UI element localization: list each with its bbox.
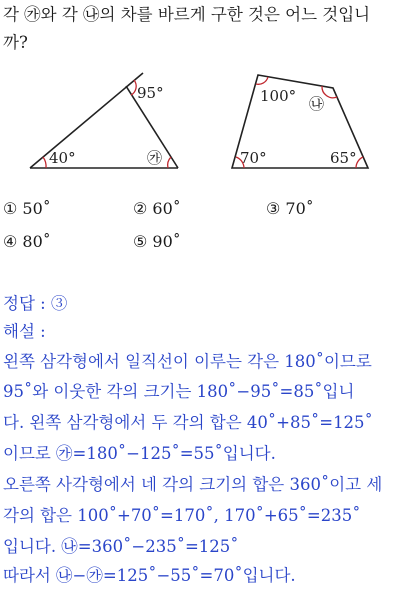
choice-2[interactable]: ② 60˚ xyxy=(133,199,181,218)
triangle-marker-ga: ㉮ xyxy=(147,149,163,167)
choice-3[interactable]: ③ 70˚ xyxy=(266,199,314,218)
quad-label-70: 70° xyxy=(240,149,267,167)
explanation-line-8: 따라서 ㉯−㉮=125˚−55˚=70˚입니다. xyxy=(3,566,296,585)
quad-label-100: 100° xyxy=(260,87,297,105)
question-line-1: 각 ㉮와 각 ㉯의 차를 바르게 구한 것은 어느 것입니 xyxy=(3,5,371,24)
triangle-shape xyxy=(30,73,178,168)
quadrilateral-shape xyxy=(232,75,368,168)
triangle-arc-left xyxy=(43,157,46,168)
explanation-line-1: 왼쪽 삼각형에서 일직선이 이루는 각은 180˚이므로 xyxy=(3,352,372,371)
question-line-2: 까? xyxy=(3,33,28,52)
quad-marker-na: ㉯ xyxy=(309,95,325,113)
explanation-line-2: 95˚와 이웃한 각의 크기는 180˚−95˚=85˚입니 xyxy=(3,382,355,401)
explanation-line-4: 이므로 ㉮=180˚−125˚=55˚입니다. xyxy=(3,444,276,463)
choice-1[interactable]: ① 50˚ xyxy=(3,199,51,218)
quad-label-65: 65° xyxy=(330,149,357,167)
quad-arc-bottom-right xyxy=(356,157,363,168)
explanation-line-7: 입니다. ㉯=360˚−235˚=125˚ xyxy=(3,537,239,556)
explanation-line-5: 오른쪽 사각형에서 네 각의 크기의 합은 360˚이고 세 xyxy=(3,475,383,494)
explanation-line-3: 다. 왼쪽 삼각형에서 두 각의 합은 40˚+85˚=125˚ xyxy=(3,413,373,432)
choice-4[interactable]: ④ 80˚ xyxy=(3,232,51,251)
answer-label: 정답 : ③ xyxy=(3,294,68,313)
explanation-title: 해설 : xyxy=(3,322,46,341)
triangle-label-40: 40° xyxy=(49,149,76,167)
triangle-label-95: 95° xyxy=(137,84,164,102)
geometry-figure xyxy=(0,68,400,178)
explanation-line-6: 각의 합은 100˚+70˚=170˚, 170˚+65˚=235˚ xyxy=(3,506,361,525)
choice-5[interactable]: ⑤ 90˚ xyxy=(133,232,181,251)
triangle-arc-right xyxy=(168,157,171,168)
